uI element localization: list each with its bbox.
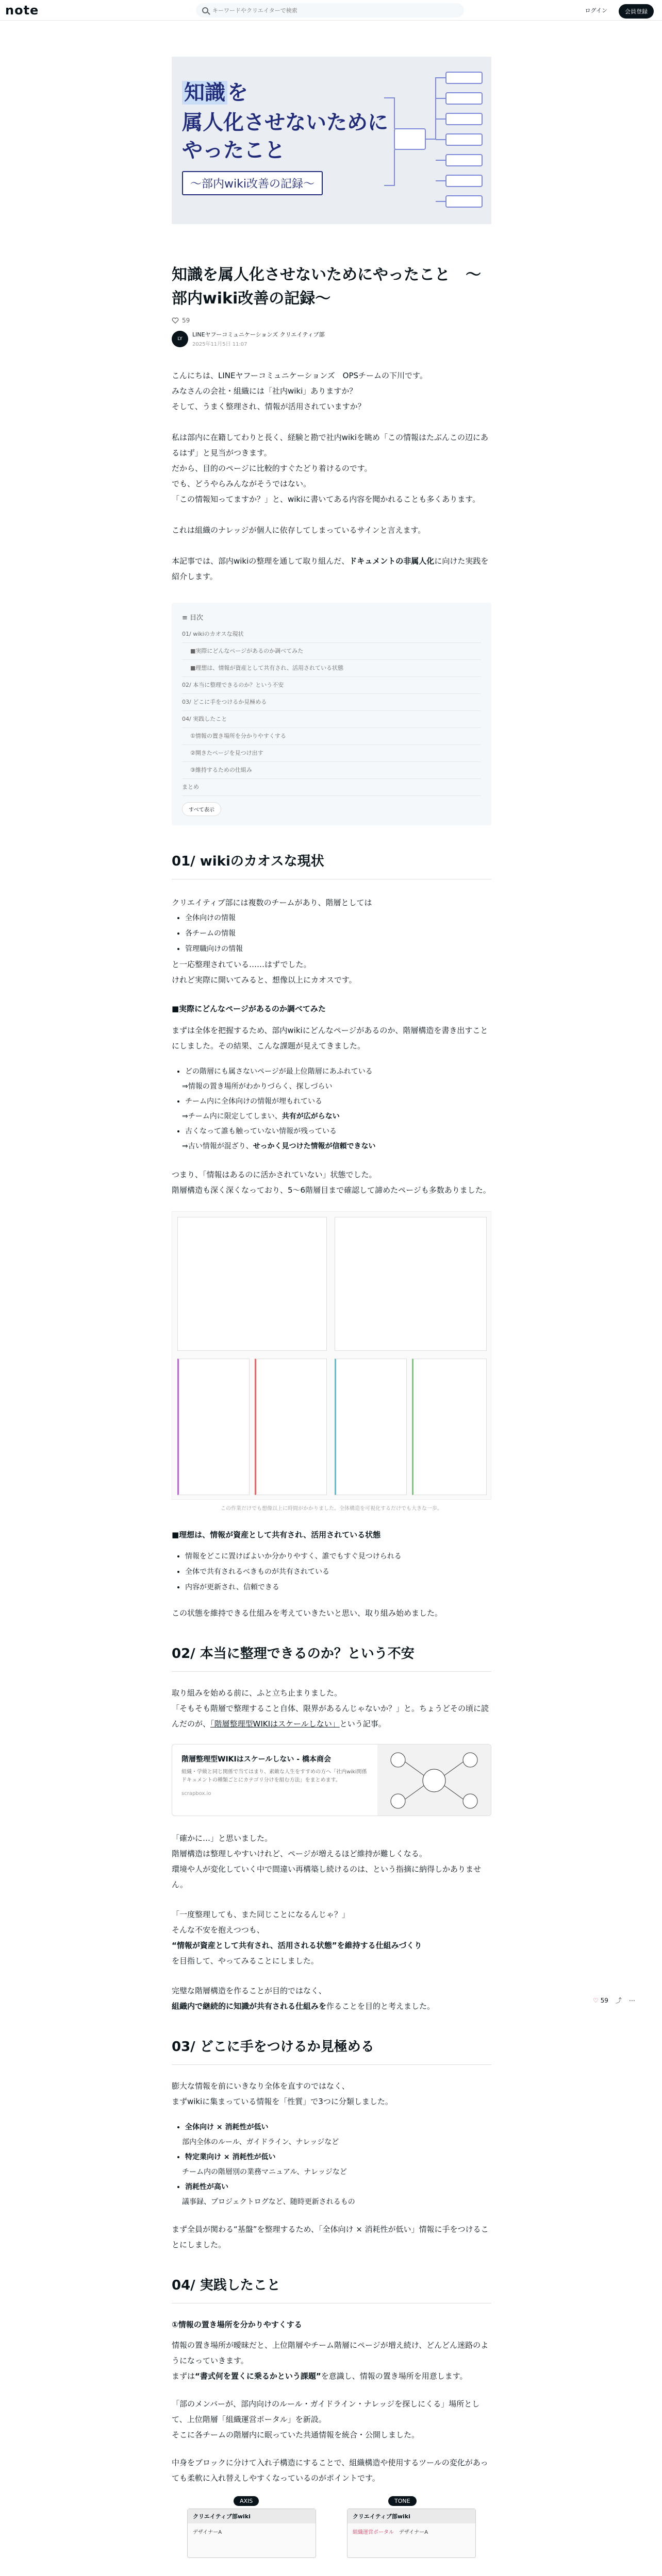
list-item: • 全体向けの情報 (185, 910, 491, 926)
list-item: • 特定業向け × 消耗性が低い (185, 2149, 491, 2165)
body-fragment: まずは (172, 2371, 195, 2381)
toc-item[interactable]: ■実際にどんなページがあるのか調べてみた (182, 643, 481, 660)
header (0, 0, 662, 21)
list-item: • 古くなって誰も触っていない情報が残っている (185, 1124, 491, 1139)
list-subtext (172, 1109, 491, 1124)
list-item: • 情報をどこに置けばよいか分かりやすく、誰でもすぐ見つけられる (185, 1549, 491, 1564)
toc-item[interactable]: 04/ 実践したこと (182, 711, 481, 728)
body-text: 階層構造は整理しやすいけれど、ページが増えるほど維持が難しくなる。 (172, 1849, 427, 1858)
toc-show-all-button[interactable]: すべて表示 (182, 802, 221, 816)
structure-panel (255, 1359, 327, 1495)
heart-icon: ♡ (593, 1996, 599, 2004)
body-text: 取り組みを始める前に、ふと立ち止まりました。 (172, 1688, 342, 1698)
signup-button[interactable]: 会員登録 (619, 4, 654, 19)
intro-text: だから、目的のページに比較的すぐたどり着けるのです。 (172, 464, 372, 473)
image-caption: この作業だけでも想像以上に時間がかかりました。全体構造を可視化するだけでも大きな一歩。 (221, 1506, 442, 1512)
section-heading: 01/ wikiのカオスな現状 (172, 851, 491, 879)
subsection-heading: ①情報の置き場所を分かりやすくする (172, 2320, 302, 2329)
list-subtext: 部内全体のルール、ガイドライン、ナレッジなど (182, 2138, 339, 2146)
intro-text: でも、どうやらみんながそうではない。 (172, 479, 311, 488)
body-text: 階層構造も深く深くなっており、5〜6階層目まで確認して諦めたページも多数ありました。 (172, 1185, 491, 1195)
bullet-list (172, 2149, 491, 2165)
toc-heading: ≡ 目次 (182, 614, 204, 622)
figure-tag-left: AXIS (234, 2496, 259, 2506)
list-item: • 各チームの情報 (185, 926, 491, 941)
intro (172, 368, 491, 584)
hero-line1 (182, 78, 248, 107)
body-text: 情報の置き場所が曖昧だと、上位階層やチーム階層にページが増え続け、どんどん迷路のようになっていきます。 (172, 2341, 489, 2365)
structure-panel (335, 1359, 407, 1495)
body-text: 完璧な階層構造を作ることが目的ではなく、 (172, 1986, 326, 1995)
list-subtext (172, 1139, 491, 1154)
structure-panel (177, 1359, 250, 1495)
subsection-heading: ■理想は、情報が資産として共有され、活用されている状態 (172, 1530, 381, 1539)
structure-panel (335, 1217, 487, 1351)
hero-highlight: 知識 (182, 81, 227, 105)
list-subtext (172, 1079, 491, 1094)
intro-text: 「この情報知ってますか？」と、wikiに書いてある内容を聞かれることも多くあります。 (172, 495, 481, 504)
body-text: そこに各チームの階層内に眠っていた共通情報を統合・公開しました。 (172, 2430, 420, 2439)
figure-card-title: クリエイティブ部wiki (347, 2509, 475, 2523)
section-3 (172, 2037, 491, 2252)
body-text: クリエイティブ部には複数のチームがあり、階層としては (172, 898, 372, 907)
hero-subtitle: 〜部内wiki改善の記録〜 (182, 171, 323, 195)
toc-item[interactable]: まとめ (182, 779, 481, 796)
publish-date: 2025年11月5日 11:07 (192, 342, 247, 347)
body-text: 膨大な情報を前にいきなり全体を直すのではなく、 (172, 2081, 350, 2091)
bullet-list (172, 1094, 491, 1109)
body-text: 「確かに…」と思いました。 (172, 1834, 273, 1843)
intro-fragment: に向けた実践を紹介します。 (172, 556, 489, 581)
section-1 (172, 851, 491, 1621)
body-text: と一応整理されている……はずでした。 (172, 960, 311, 969)
toc-heading-label: 目次 (190, 614, 204, 622)
hero-image (172, 57, 491, 224)
body-text: 「部のメンバーが、部内向けのルール・ガイドライン・ナレッジを探しにくる」場所として、上位階層「組織運営ポータル」を新設。 (172, 2399, 480, 2424)
intro-fragment: 本記事では、部内wikiの整理を通して取り組んだ、 (172, 556, 350, 566)
list-subtext: 議事録、プロジェクトログなど、随時更新されるもの (182, 2198, 355, 2206)
toc-item[interactable]: ②開きたページを見つけ出す (182, 745, 481, 762)
side-like-button[interactable] (593, 1997, 608, 2004)
intro-text: そして、うまく整理され、情報が活用されていますか？ (172, 402, 366, 411)
subtext: ⇒情報の置き場所がわかりづらく、探しづらい (182, 1082, 333, 1091)
body-fragment: 作ることを目的と考えました。 (326, 2002, 435, 2011)
body-text (172, 2368, 491, 2384)
wiki-before-after-figure (172, 2496, 491, 2558)
body-fragment: という記事。 (339, 1719, 386, 1728)
search-bar[interactable] (196, 3, 464, 18)
bullet-list (172, 1124, 491, 1139)
hero-tree-diagram (384, 67, 487, 216)
intro-text: 私は部内に在籍してわりと長く、経験と勘で社内wikiを眺め「この情報はたぶんこの辺にあるはず」と見当がつきます。 (172, 433, 488, 457)
subtext-bold: せっかく見つけた情報が信頼できない (253, 1142, 376, 1150)
embed-host: scrapbox.io (181, 1791, 211, 1797)
embed-text (172, 1744, 377, 1816)
embed-description: 組織・学級と同じ関係で当てはまり、素敵な人生をすすめの方へ「社内wiki関係ドキュメントの種類ごとにカテゴリ分けを組む方法」をまとめます。 (181, 1769, 367, 1783)
bullet-list (172, 2120, 491, 2135)
login-link[interactable]: ログイン (585, 7, 607, 14)
wiki-structure-screenshot (172, 1211, 491, 1500)
article-title: 知識を属人化させないためにやったこと 〜部内wiki改善の記録〜 (172, 266, 481, 308)
structure-panel (412, 1359, 487, 1495)
bullet-list (172, 2179, 491, 2195)
body-text: この状態を維持できる仕組みを考えていきたいと思い、取り組み始めました。 (172, 1608, 443, 1618)
bullet-list (172, 1549, 491, 1595)
intro-bold: ドキュメントの非属人化 (349, 556, 435, 566)
body-fragment: を意識し、情報の置き場所を用意します。 (321, 2371, 468, 2381)
embed-title: 階層整理型WIKIはスケールしない - 橋本商会 (181, 1755, 331, 1764)
search-icon (202, 7, 208, 13)
body-text (172, 1998, 491, 2014)
like-row (172, 317, 491, 324)
intro-text (172, 553, 491, 584)
intro-text: みなさんの会社・組織には「社内wiki」ありますか？ (172, 386, 357, 396)
author-row (172, 330, 491, 347)
side-like-count: 59 (600, 1996, 608, 2004)
figure-card-item-label: 組織運営ポータル (353, 2530, 394, 2535)
bullet-list (172, 1064, 491, 1079)
toc-item[interactable]: ■理想は、情報が資産として共有され、活用されている状態 (182, 660, 481, 677)
author-name[interactable]: LINEヤフーコミュニケーションズ クリエイティブ部 (192, 331, 325, 338)
intro-text: これは組織のナレッジが個人に依存してしまっているサインと言えます。 (172, 526, 426, 535)
heart-icon[interactable] (172, 317, 179, 324)
body-text: 環境や人が変化していく中で間違い再構築し続けるのは、という指摘に納得しかありません。 (172, 1865, 482, 1889)
bullet-list (172, 910, 491, 957)
section-2 (172, 1643, 491, 2014)
toc-item[interactable]: 02/ 本当に整理できるのか？という不安 (182, 677, 481, 694)
body-text: けれど実際に開いてみると、想像以上にカオスです。 (172, 975, 357, 985)
article-link[interactable]: 「階層整理型WIKIはスケールしない」 (210, 1719, 340, 1728)
body-text (172, 1701, 491, 1732)
hero-line1-rest: を (227, 81, 248, 105)
toc-item[interactable]: 01/ wikiのカオスな現状 (182, 626, 481, 643)
list-item: • 内容が更新され、信頼できる (185, 1580, 491, 1595)
body-text: まずは全体を把握するため、部内wikiにどんなページがあるのか、階層構造を書き出すことにしました。その結果、こんな課題が見えてきました。 (172, 1026, 488, 1050)
list-item: • 全体で共有されるべきものが共有されている (185, 1564, 491, 1580)
toc-item[interactable]: 03/ どこに手をつけるか見極める (182, 694, 481, 711)
body-text: 「一度整理しても、また同じことになるんじゃ？」 (172, 1910, 350, 1919)
figure-card-item: デザイナーA (193, 2530, 222, 2535)
body-text: まず全員が関わる“基盤”を整理するため、「全体向け × 消耗性が低い」情報に手をつけることにしました。 (172, 2225, 489, 2249)
toc-item[interactable]: ①情報の置き場所を分かりやすくする (182, 728, 481, 745)
section-heading: 04/ 実践したこと (172, 2275, 491, 2303)
intro-text: こんにちは、LINEヤフーコミュニケーションズ OPSチームの下川です。 (172, 371, 427, 380)
figure-card-title: クリエイティブ部wiki (188, 2509, 316, 2523)
like-count: 59 (182, 317, 190, 324)
structure-panel (177, 1217, 327, 1351)
body-text: まずwikiに集まっている情報を「性質」で3つに分類しました。 (172, 2097, 393, 2106)
note-logo[interactable]: note (5, 3, 39, 18)
figure-card-right (347, 2509, 476, 2558)
toc-item[interactable]: ③維持するための仕組み (182, 762, 481, 779)
list-item: • 管理職向けの情報 (185, 941, 491, 957)
body-text-bold: “情報が資産として共有され、活用される状態”を維持する仕組みづくり (172, 1941, 422, 1950)
link-embed-card[interactable] (172, 1744, 491, 1816)
figure-card-left (187, 2509, 316, 2558)
side-actions (593, 1996, 635, 2005)
list-item: • 消耗性が高い (185, 2179, 491, 2195)
body-fragment: 「そもそも階層で整理すること自体、限界があるんじゃないか？」と。ちょうどその頃に読んだのが、 (172, 1704, 489, 1728)
more-icon[interactable]: ⋯ (628, 1996, 635, 2004)
body-text: つまり、「情報はあるのに活かされていない」状態でした。 (172, 1170, 377, 1179)
hero-line2: 属人化させないために (182, 111, 388, 134)
figure-card-item-label: デザイナーA (399, 2530, 428, 2535)
author-avatar[interactable]: LY (172, 331, 188, 347)
body-text: そんな不安を抱えつつも、 (172, 1925, 264, 1935)
subtext-bold: 共有が広がらない (282, 1112, 340, 1121)
thumbnail-diagram (377, 1744, 491, 1816)
list-subtext: チーム内の階層別の業務マニュアル、ナレッジなど (182, 2168, 347, 2176)
body-bold: “書式何を置くに乗るかという課題” (195, 2371, 321, 2381)
section-4 (172, 2275, 491, 2558)
body-text: 中身をブロックに分けて入れ子構造にすることで、組織構造や使用するツールの変化があっても柔軟に入れ替えしやすくなっているのがポイントです。 (172, 2458, 488, 2483)
hero-line3: やったこと (182, 139, 285, 162)
list-item: • チーム内に全体向けの情報が埋もれている (185, 1094, 491, 1109)
body-bold: 組織内で継続的に知識が共有される仕組みを (172, 2002, 327, 2011)
embed-thumbnail (377, 1744, 491, 1816)
subtext: ⇒古い情報が混ざり、 (182, 1142, 253, 1150)
body-text: を目指して、やってみることにしました。 (172, 1956, 319, 1965)
section-heading: 02/ 本当に整理できるのか？という不安 (172, 1643, 491, 1672)
figure-tag-right: TONE (388, 2496, 417, 2506)
subsection-heading: ■実際にどんなページがあるのか調べてみた (172, 1004, 326, 1013)
figure-card-item (347, 2523, 475, 2539)
subtext: ⇒チーム内に限定してしまい、 (182, 1112, 282, 1121)
article-column (172, 57, 491, 2558)
list-item: • どの階層にも属さないページが最上位階層にあふれている (185, 1064, 491, 1079)
share-icon[interactable]: ⤴ (615, 1997, 622, 2004)
list-item: • 全体向け × 消耗性が低い (185, 2120, 491, 2135)
section-heading: 03/ どこに手をつけるか見極める (172, 2037, 491, 2065)
table-of-contents (172, 603, 491, 825)
search-input[interactable] (212, 7, 450, 14)
